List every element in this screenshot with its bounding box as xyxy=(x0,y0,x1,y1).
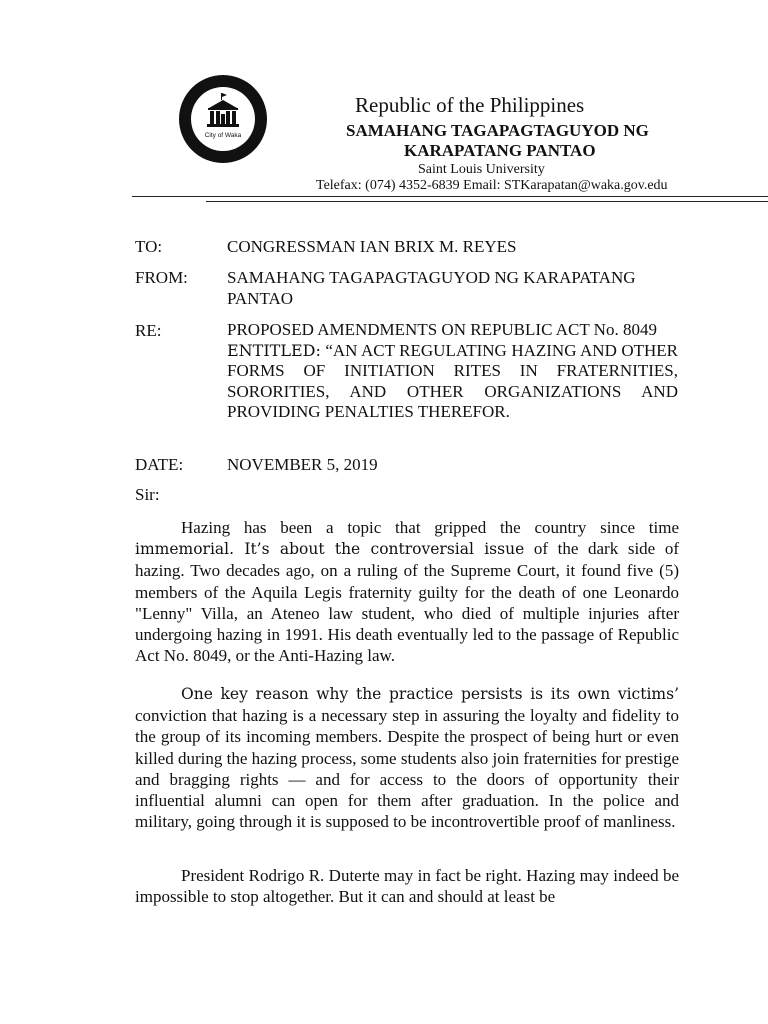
date-value: NOVEMBER 5, 2019 xyxy=(227,455,378,474)
city-seal-logo xyxy=(178,74,268,164)
from-label: FROM: xyxy=(135,268,188,287)
letterhead-divider-top xyxy=(132,196,768,197)
body-paragraph-2 xyxy=(135,683,679,832)
re-entitled-text xyxy=(227,341,678,423)
salutation: Sir: xyxy=(135,485,160,504)
organization-name-line1: SAMAHANG TAGAPAGTAGUYOD NG xyxy=(346,121,649,140)
re-title-line: PROPOSED AMENDMENTS ON REPUBLIC ACT No. 8049 xyxy=(227,320,657,339)
to-label: TO: xyxy=(135,237,163,256)
p2-emphasis: One key reason why the practice persists is its own victims’ xyxy=(181,685,679,703)
contact-line: Telefax: (074) 4352-6839 Email: STKarapatan@waka.gov.edu xyxy=(316,178,668,193)
organization-name-line2: KARAPATANG PANTAO xyxy=(404,141,596,160)
to-value: CONGRESSMAN IAN BRIX M. REYES xyxy=(227,237,517,256)
p1-text-b: of the dark side of hazing. Two decades ago, on a ruling of the Supreme Court, it found five (5) members of the Aquila Legis fraternity guilty for the death of one Leonardo "Lenny" Villa, an Ateneo law student, who died of multiple injuries after undergoing hazing in 1991. His death eventually led to the passage of Republic Act No. 8049, or the Anti-Hazing law. xyxy=(135,539,679,666)
from-value: SAMAHANG TAGAPAGTAGUYOD NG KARAPATANG PANTAO xyxy=(227,268,636,308)
re-entitled-label: ENTITLED: xyxy=(227,340,321,360)
p2-text-b: conviction that hazing is a necessary step in assuring the loyalty and fidelity to the group of its incoming members. Despite the prospect of being hurt or even killed during the hazing process, some students also join fraternities for prestige and bragging rights — and for access to the doors of opportunity their influential alumni can open for them after graduation. In the police and military, going through it is supposed to be incontrovertible proof of manliness. xyxy=(135,706,679,832)
p1-text-a: Hazing has been a topic that gripped the country since time xyxy=(181,518,679,537)
date-label: DATE: xyxy=(135,455,184,474)
p3-text: President Rodrigo R. Duterte may in fact be right. Hazing may indeed be impossible to stop altogether. But it can and should at least be xyxy=(135,866,679,907)
body-paragraph-3 xyxy=(135,865,679,907)
university-name: Saint Louis University xyxy=(418,162,545,177)
p1-emphasis: immemorial. It’s about the controversial issue xyxy=(135,540,525,559)
country-heading: Republic of the Philippines xyxy=(355,93,585,117)
letterhead-divider-bottom xyxy=(206,201,768,202)
re-act-title: “AN ACT REGULATING HAZING AND OTHER FORMS OF INITIATION RITES IN FRATERNITIES, SORORITIES, AND OTHER ORGANIZATIONS AND PROVIDING PENALTIES THEREFOR. xyxy=(227,340,678,421)
re-label: RE: xyxy=(135,321,162,340)
re-value xyxy=(227,320,678,423)
body-paragraph-1 xyxy=(135,517,679,666)
seal-ring-text: City of Waka xyxy=(204,132,242,139)
